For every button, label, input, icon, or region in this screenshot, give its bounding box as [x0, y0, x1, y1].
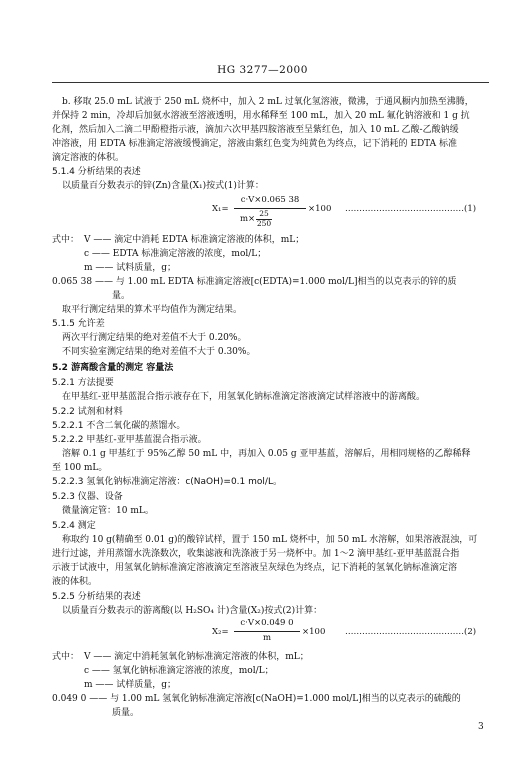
paragraph-line: 冲溶液，用 EDTA 标准滴定溶液缓慢滴定，溶液由紫红色变为纯黄色为终点，记下消耗的 EDTA 标准	[52, 139, 458, 149]
formula-2-multiplier: ×100	[302, 627, 326, 637]
section-heading-5-2-5: 5.2.5 分析结果的表述	[52, 592, 141, 602]
paragraph-line: 称取约 10 g(精确至 0.01 g)的酸锌试样，置于 150 mL 烧杯中，加 50 mL 水溶解，如果溶液混浊，可	[62, 535, 478, 545]
paragraph-line: 滴定溶液的体积。	[52, 153, 125, 163]
section-heading-5-2: 5.2 游离酸含量的测定 容量法	[52, 363, 174, 373]
where-label: 式中：	[52, 652, 80, 662]
paragraph-line: 进行过滤，并用蒸馏水洗涤数次，收集滤液和洗涤液于另一烧杯中。加 1～2 滴甲基红-亚甲基蓝混合指	[52, 549, 460, 559]
header-rule	[52, 82, 489, 83]
paragraph-line: 化剂，然后加入二滴二甲酚橙指示液，滴加六次甲基四胺溶液至呈紫红色，加入 10 mL 乙酸-乙酸钠缓	[52, 125, 459, 135]
formula-2-number: ……………………………………(2)	[345, 627, 477, 637]
paragraph-line: 两次平行测定结果的绝对差值不大于 0.20%。	[62, 333, 247, 343]
section-heading-5-2-2-1: 5.2.2.1 不含二氧化碳的蒸馏水。	[52, 421, 186, 431]
variable-definition: 0.049 0 —— 与 1.00 mL 氢氧化钠标准滴定溶液[c(NaOH)=1.000 mol/L]相当的以克表示的硫酸的	[52, 694, 461, 704]
variable-definition-cont: 质量。	[112, 708, 140, 718]
formula-2-lhs: X₂=	[212, 627, 229, 637]
formula-1-denominator: m×	[240, 214, 256, 224]
variable-definition: V —— 滴定中消耗 EDTA 标准滴定溶液的体积，mL；	[84, 235, 305, 245]
formula-1-subfraction-numerator: 25	[259, 209, 269, 218]
formula-2-numerator: c·V×0.049 0	[240, 618, 294, 628]
variable-definition-cont: 量。	[112, 291, 131, 301]
paragraph-line: 取平行测定结果的算术平均值作为测定结果。	[62, 305, 243, 315]
paragraph-line: 微量滴定管：10 mL。	[62, 506, 154, 516]
section-heading-5-2-2: 5.2.2 试剂和材料	[52, 407, 123, 417]
formula-1-subfraction-denominator: 250	[256, 219, 272, 228]
paragraph-line: 溶解 0.1 g 甲基红于 95%乙醇 50 mL 中，再加入 0.05 g 亚甲基蓝，溶解后，用相同规格的乙醇稀释	[62, 449, 471, 459]
section-heading-5-1-4: 5.1.4 分析结果的表述	[52, 167, 141, 177]
formula-1-numerator: c·V×0.065 38	[240, 195, 300, 205]
variable-definition: 0.065 38 —— 与 1.00 mL EDTA 标准滴定溶液[c(EDTA)=1.000 mol/L]相当的以克表示的锌的质	[52, 277, 457, 287]
section-heading-5-2-4: 5.2.4 测定	[52, 521, 96, 531]
paragraph-line: 液的体积。	[52, 577, 98, 587]
variable-definition: m —— 试料质量，g；	[84, 263, 177, 273]
formula-2-fraction-bar	[234, 631, 300, 632]
paragraph-line: 在甲基红-亚甲基蓝混合指示液存在下，用氢氧化钠标准滴定溶液滴定试样溶液中的游离酸。	[62, 392, 426, 402]
page-number: 3	[478, 722, 484, 732]
formula-1-lhs: X₁=	[212, 204, 229, 214]
paragraph-line: 至 100 mL。	[52, 463, 108, 473]
paragraph-line: 以质量百分数表示的游离酸(以 H₂SO₄ 计)含量(X₂)按式(2)计算：	[62, 606, 323, 616]
variable-definition: V —— 滴定中消耗氢氧化钠标准滴定溶液的体积，mL；	[84, 652, 309, 662]
section-heading-5-2-3: 5.2.3 仪器、设备	[52, 492, 123, 502]
section-heading-5-1-5: 5.1.5 允许差	[52, 319, 105, 329]
formula-1-number: ……………………………………(1)	[345, 204, 477, 214]
paragraph-line: b. 移取 25.0 mL 试液于 250 mL 烧杯中，加入 2 mL 过氧化氢溶液，微沸，于通风橱内加热至沸腾，	[62, 97, 474, 107]
variable-definition: c —— EDTA 标准滴定溶液的浓度，mol/L；	[84, 249, 267, 259]
formula-2-denominator: m	[262, 633, 272, 643]
paragraph-line: 并保持 2 min，冷却后加氨水溶液至溶液透明，用水稀释至 100 mL，加入 20 mL 氟化钠溶液和 1 g 抗	[52, 111, 470, 121]
paragraph-line: 不同实验室测定结果的绝对差值不大于 0.30%。	[62, 347, 256, 357]
paragraph-line: 以质量百分数表示的锌(Zn)含量(X₁)按式(1)计算：	[62, 181, 264, 191]
variable-definition: c —— 氢氧化钠标准滴定溶液的浓度，mol/L；	[84, 666, 274, 676]
paragraph-line: 示液于试液中，用氢氧化钠标准滴定溶液滴定至溶液呈灰绿色为终点，记下消耗的氢氧化钠标准滴定溶	[52, 563, 458, 573]
section-heading-5-2-2-2: 5.2.2.2 甲基红-亚甲基蓝混合指示液。	[52, 435, 207, 445]
section-heading-5-2-1: 5.2.1 方法提要	[52, 378, 114, 388]
formula-1-multiplier: ×100	[308, 204, 332, 214]
variable-definition: m —— 试样质量，g；	[84, 680, 177, 690]
section-heading-5-2-2-3: 5.2.2.3 氢氧化钠标准滴定溶液：c(NaOH)=0.1 mol/L。	[52, 477, 282, 487]
standard-code-header: HG 3277—2000	[217, 64, 308, 76]
where-label: 式中：	[52, 235, 80, 245]
